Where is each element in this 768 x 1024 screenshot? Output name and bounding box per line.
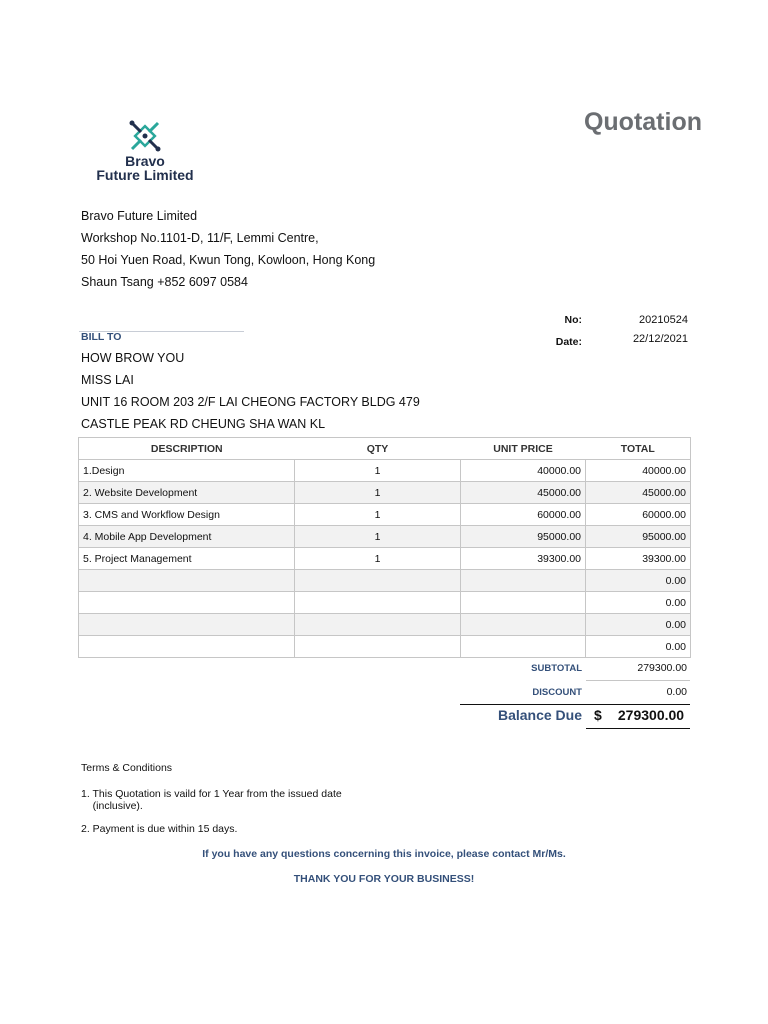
cell-total: 95000.00 (586, 526, 691, 548)
cell-qty: 1 (295, 548, 461, 570)
cell-unit-price (461, 570, 586, 592)
cell-total: 40000.00 (586, 460, 691, 482)
subtotal-divider (586, 680, 690, 681)
discount-label: DISCOUNT (532, 687, 582, 698)
header-total: TOTAL (586, 438, 691, 460)
date-value: 22/12/2021 (632, 333, 688, 345)
cell-description: 2. Website Development (79, 482, 295, 504)
table-row (79, 636, 691, 658)
quote-number-value: 20210524 (639, 314, 688, 326)
cell-unit-price: 60000.00 (461, 504, 586, 526)
cell-total: 39300.00 (586, 548, 691, 570)
cell-qty: 1 (295, 482, 461, 504)
contact-note: If you have any questions concerning this invoice, please contact Mr/Ms. (202, 848, 566, 860)
cell-unit-price: 39300.00 (461, 548, 586, 570)
table-row (79, 548, 691, 570)
client-address-line1: UNIT 16 ROOM 203 2/F LAI CHEONG FACTORY BLDG 479 (81, 395, 420, 409)
logo-text-line2: Future Limited (96, 167, 194, 183)
terms-heading: Terms & Conditions (81, 762, 173, 774)
table-row (79, 504, 691, 526)
document-title: Quotation (583, 108, 702, 136)
terms-item-2: 2. Payment is due within 15 days. (81, 823, 238, 835)
gear-chip-icon (128, 120, 162, 152)
company-address-line2: 50 Hoi Yuen Road, Kwun Tong, Kowloon, Hong Kong (81, 253, 376, 267)
cell-unit-price: 40000.00 (461, 460, 586, 482)
logo-text-line1: Bravo (125, 153, 165, 169)
cell-total: 0.00 (586, 592, 691, 614)
table-row (79, 482, 691, 504)
cell-description: 4. Mobile App Development (79, 526, 295, 548)
cell-qty: 1 (295, 460, 461, 482)
balance-divider (460, 704, 690, 705)
cell-qty (295, 636, 461, 658)
cell-qty: 1 (295, 526, 461, 548)
cell-description (79, 614, 295, 636)
items-table (78, 437, 691, 658)
thank-you-note: THANK YOU FOR YOUR BUSINESS! (293, 873, 475, 885)
discount-value: 0.00 (666, 686, 687, 698)
cell-description: 3. CMS and Workflow Design (79, 504, 295, 526)
company-logo (86, 120, 204, 184)
company-name: Bravo Future Limited (81, 209, 198, 223)
date-label: Date: (555, 336, 582, 348)
header-qty: QTY (295, 438, 461, 460)
cell-total: 0.00 (586, 614, 691, 636)
cell-description: 1.Design (79, 460, 295, 482)
client-block (81, 347, 420, 435)
table-row (79, 460, 691, 482)
client-address-line2: CASTLE PEAK RD CHEUNG SHA WAN KL (81, 417, 326, 431)
company-address-block (81, 205, 375, 293)
company-contact: Shaun Tsang +852 6097 0584 (81, 275, 248, 289)
quote-number-label: No: (564, 314, 582, 326)
table-row (79, 592, 691, 614)
client-attn: MISS LAI (81, 373, 134, 387)
cell-unit-price (461, 614, 586, 636)
header-description: DESCRIPTION (79, 438, 295, 460)
cell-qty (295, 570, 461, 592)
balance-underline (586, 728, 690, 729)
cell-description (79, 636, 295, 658)
cell-total: 0.00 (586, 570, 691, 592)
client-name: HOW BROW YOU (81, 351, 185, 365)
cell-description (79, 592, 295, 614)
cell-qty (295, 614, 461, 636)
header-unit-price: UNIT PRICE (461, 438, 586, 460)
cell-unit-price (461, 636, 586, 658)
company-address-line1: Workshop No.1101-D, 11/F, Lemmi Centre, (81, 231, 319, 245)
table-row (79, 614, 691, 636)
cell-description: 5. Project Management (79, 548, 295, 570)
cell-total: 0.00 (586, 636, 691, 658)
currency-symbol: $ (594, 707, 602, 723)
cell-total: 60000.00 (586, 504, 691, 526)
subtotal-value: 279300.00 (637, 662, 687, 674)
cell-qty (295, 592, 461, 614)
balance-due-label: Balance Due (497, 707, 582, 723)
cell-unit-price: 45000.00 (461, 482, 586, 504)
cell-description (79, 570, 295, 592)
terms-item-1: 1. This Quotation is vaild for 1 Year from the issued date (inclusive). (81, 788, 342, 812)
table-row (79, 526, 691, 548)
table-header-row (79, 438, 691, 460)
subtotal-label: SUBTOTAL (531, 663, 582, 674)
balance-due-value: 279300.00 (617, 707, 685, 723)
table-row (79, 570, 691, 592)
cell-qty: 1 (295, 504, 461, 526)
cell-unit-price: 95000.00 (461, 526, 586, 548)
cell-total: 45000.00 (586, 482, 691, 504)
cell-unit-price (461, 592, 586, 614)
balance-due-amount (586, 707, 688, 723)
bill-to-label: BILL TO (81, 331, 122, 343)
